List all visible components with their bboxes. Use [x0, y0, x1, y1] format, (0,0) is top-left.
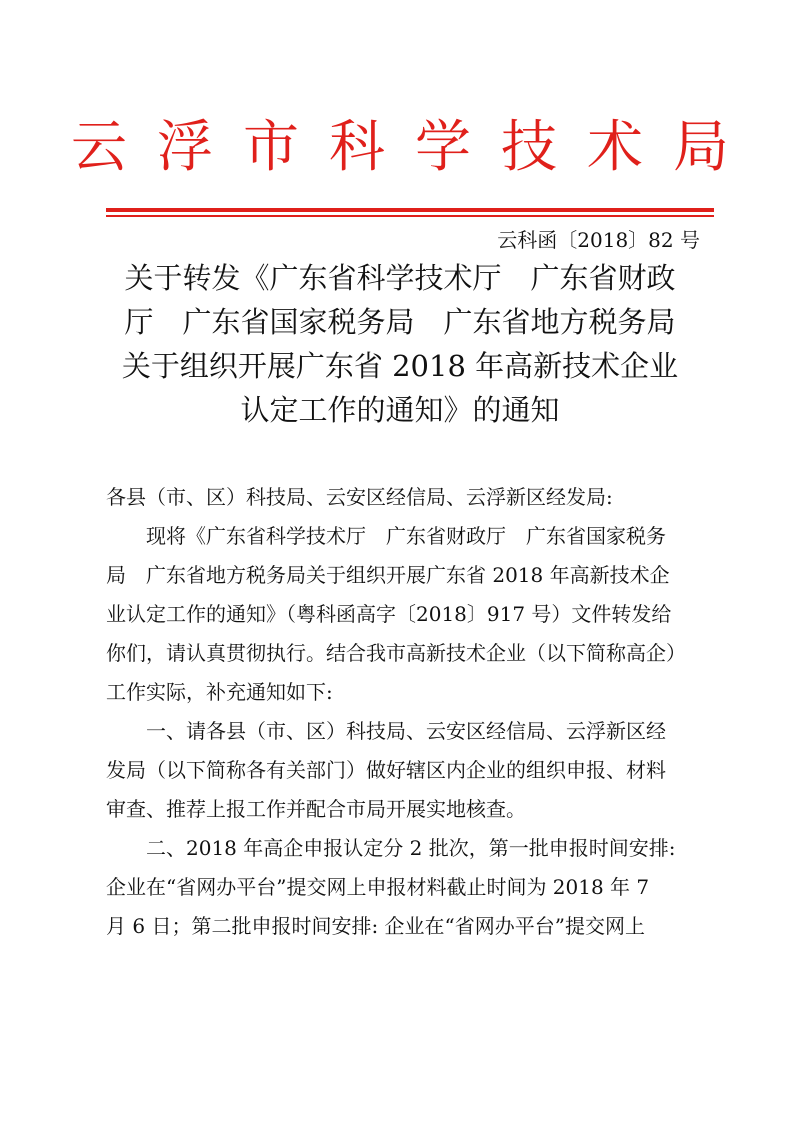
- paragraph-line: 企业在“省网办平台”提交网上申报材料截止时间为 2018 年 7: [106, 875, 650, 899]
- salutation-text: 各县（市、区）科技局、云安区经信局、云浮新区经发局:: [106, 485, 613, 509]
- paragraph-line: 业认定工作的通知》（粤科函高字〔2018〕917 号）文件转发给: [106, 602, 672, 626]
- paragraph-line: 二、2018 年高企申报认定分 2 批次，第一批申报时间安排:: [146, 836, 676, 860]
- body-paragraph-item-1: [106, 712, 706, 829]
- paragraph-line: 你们，请认真贯彻执行。结合我市高新技术企业（以下简称高企）: [106, 641, 686, 665]
- paragraph-line: 发局（以下简称各有关部门）做好辖区内企业的组织申报、材料: [106, 758, 666, 782]
- paragraph-line: 一、请各县（市、区）科技局、云安区经信局、云浮新区经: [146, 719, 666, 743]
- salutation: [106, 478, 706, 517]
- document-title: [100, 256, 700, 432]
- paragraph-line: 现将《广东省科学技术厅 广东省财政厅 广东省国家税务: [146, 524, 666, 548]
- title-line: 认定工作的通知》的通知: [240, 393, 560, 427]
- paragraph-line: 局 广东省地方税务局关于组织开展广东省 2018 年高新技术企: [106, 563, 670, 587]
- title-line: 关于组织开展广东省 2018 年高新技术企业: [121, 349, 679, 383]
- red-header-rule-thin: [106, 215, 714, 217]
- document-number: 云科函〔2018〕82 号: [497, 228, 700, 252]
- paragraph-line: 月 6 日；第二批申报时间安排: 企业在“省网办平台”提交网上: [106, 914, 645, 938]
- title-line: 厅 广东省国家税务局 广东省地方税务局: [124, 305, 676, 339]
- red-header-rule-thick: [106, 208, 714, 212]
- body-paragraph-intro: [106, 517, 706, 712]
- document-body: [106, 478, 706, 946]
- paragraph-line: 工作实际，补充通知如下:: [106, 680, 333, 704]
- body-paragraph-item-2: [106, 829, 706, 946]
- issuer-masthead: 云浮市科学技术局: [71, 115, 759, 180]
- paragraph-line: 审查、推荐上报工作并配合市局开展实地核查。: [106, 797, 526, 821]
- title-line: 关于转发《广东省科学技术厅 广东省财政: [124, 261, 676, 295]
